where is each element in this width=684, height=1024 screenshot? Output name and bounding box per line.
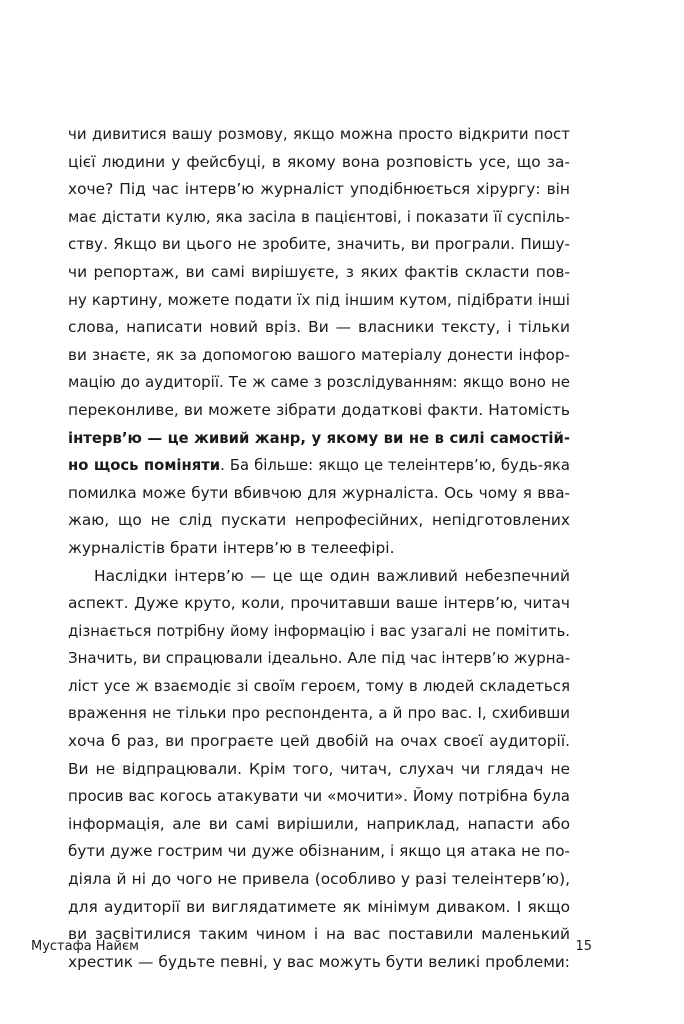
line-text: помилка може бути вбивчою для журналіста. Ось чому я вва-	[68, 483, 570, 502]
text-line	[68, 728, 570, 756]
line-text: переконливе, ви можете зібрати додаткові факти. Натомість	[68, 400, 570, 419]
line-text: для аудиторії ви виглядатимете як мінімум диваком. І якщо	[68, 897, 570, 916]
text-line	[68, 342, 570, 370]
line-text: чи дивитися вашу розмову, якщо можна просто відкрити пост	[68, 125, 570, 143]
text-line	[68, 452, 570, 480]
text-line	[68, 563, 570, 591]
line-text: бути дуже гострим чи дуже обізнаним, і якщо ця атака не по-	[68, 842, 570, 861]
text-line	[68, 894, 570, 922]
text-line	[68, 921, 570, 949]
text-line	[68, 480, 570, 508]
line-text: хоче? Під час інтерв’ю журналіст уподібнюється хірургу: він	[68, 180, 570, 199]
line-text: Ви не відпрацювали. Крім того, читач, слухач чи глядач не	[68, 759, 570, 778]
line-text: Наслідки інтерв’ю — це ще один важливий небезпечний	[94, 566, 570, 585]
text-line	[68, 645, 570, 673]
text-line	[68, 397, 570, 425]
text-line	[68, 535, 570, 563]
bold-text: но щось поміняти	[68, 457, 221, 475]
line-text: ну картину, можете подати їх під іншим кутом, підібрати інші	[68, 290, 570, 309]
text-line	[68, 756, 570, 784]
line-text: ви знаєте, як за допомогою вашого матеріалу донести інфор-	[68, 345, 570, 364]
text-line	[68, 590, 570, 618]
text-line	[68, 231, 570, 259]
text-line	[68, 811, 570, 839]
line-text: враження не тільки про респондента, а й про вас. І, схибивши	[68, 704, 570, 723]
line-text: ству. Якщо ви цього не зробите, значить, ви програли. Пишу-	[68, 235, 570, 254]
text-line	[68, 949, 570, 977]
line-text: чи репортаж, ви самі вирішуєте, з яких фактів скласти пов-	[68, 262, 570, 281]
line-text: Значить, ви спрацювали ідеально. Але під час інтерв’ю журна-	[68, 649, 570, 668]
line-text: хоча б раз, ви програєте цей двобій на очах своєї аудиторії.	[68, 732, 570, 751]
bold-text: інтерв’ю — це живий жанр, у якому ви не в силі самостій-	[68, 429, 570, 447]
text-line	[68, 673, 570, 701]
page-number: 15	[575, 939, 592, 954]
text-line	[68, 700, 570, 728]
text-line	[68, 783, 570, 811]
text-line	[68, 838, 570, 866]
line-text: мацію до аудиторії. Те ж саме з розслідуванням: якщо воно не	[68, 373, 570, 392]
line-text: цієї людини у фейсбуці, в якому вона розповість усе, що за-	[68, 152, 570, 171]
text-line	[68, 866, 570, 894]
line-text: діяла й ні до чого не привела (особливо у разі телеінтерв’ю),	[68, 870, 570, 889]
text-line	[68, 369, 570, 397]
text-line	[68, 176, 570, 204]
text-line	[68, 121, 570, 149]
text-line	[68, 314, 570, 342]
line-text: хрестик — будьте певні, у вас можуть бути великі проблеми:	[68, 952, 570, 971]
text-line	[68, 618, 570, 646]
line-text: дізнається потрібну йому інформацію і вас узагалі не помітить.	[68, 622, 570, 640]
text-line	[68, 425, 570, 453]
line-text: просив вас когось атакувати чи «мочити». Йому потрібна була	[68, 787, 570, 806]
line-text: слова, написати новий вріз. Ви — власники тексту, і тільки	[68, 318, 570, 337]
line-text: ліст усе ж взаємодіє зі своїм героєм, тому в людей складеться	[68, 676, 570, 695]
text-line	[68, 287, 570, 315]
line-text: має дістати кулю, яка засіла в пацієнтові, і показати її суспіль-	[68, 207, 570, 226]
line-text: аспект. Дуже круто, коли, прочитавши ваше інтерв’ю, читач	[68, 594, 570, 613]
text-line	[68, 204, 570, 232]
text-line	[68, 259, 570, 287]
line-text: інформація, але ви самі вирішили, наприклад, напасти або	[68, 814, 570, 833]
text-line	[68, 149, 570, 177]
line-text: ви засвітилися таким чином і на вас поставили маленький	[68, 925, 570, 944]
footer-author: Мустафа Найєм	[31, 939, 139, 954]
body-text	[68, 121, 570, 976]
text-line	[68, 507, 570, 535]
line-text: журналістів брати інтерв’ю в телеефірі.	[68, 538, 395, 557]
line-text: жаю, що не слід пускати непрофесійних, непідготовлених	[68, 511, 570, 530]
line-text: . Ба більше: якщо це телеінтерв’ю, будь-яка	[220, 457, 570, 475]
